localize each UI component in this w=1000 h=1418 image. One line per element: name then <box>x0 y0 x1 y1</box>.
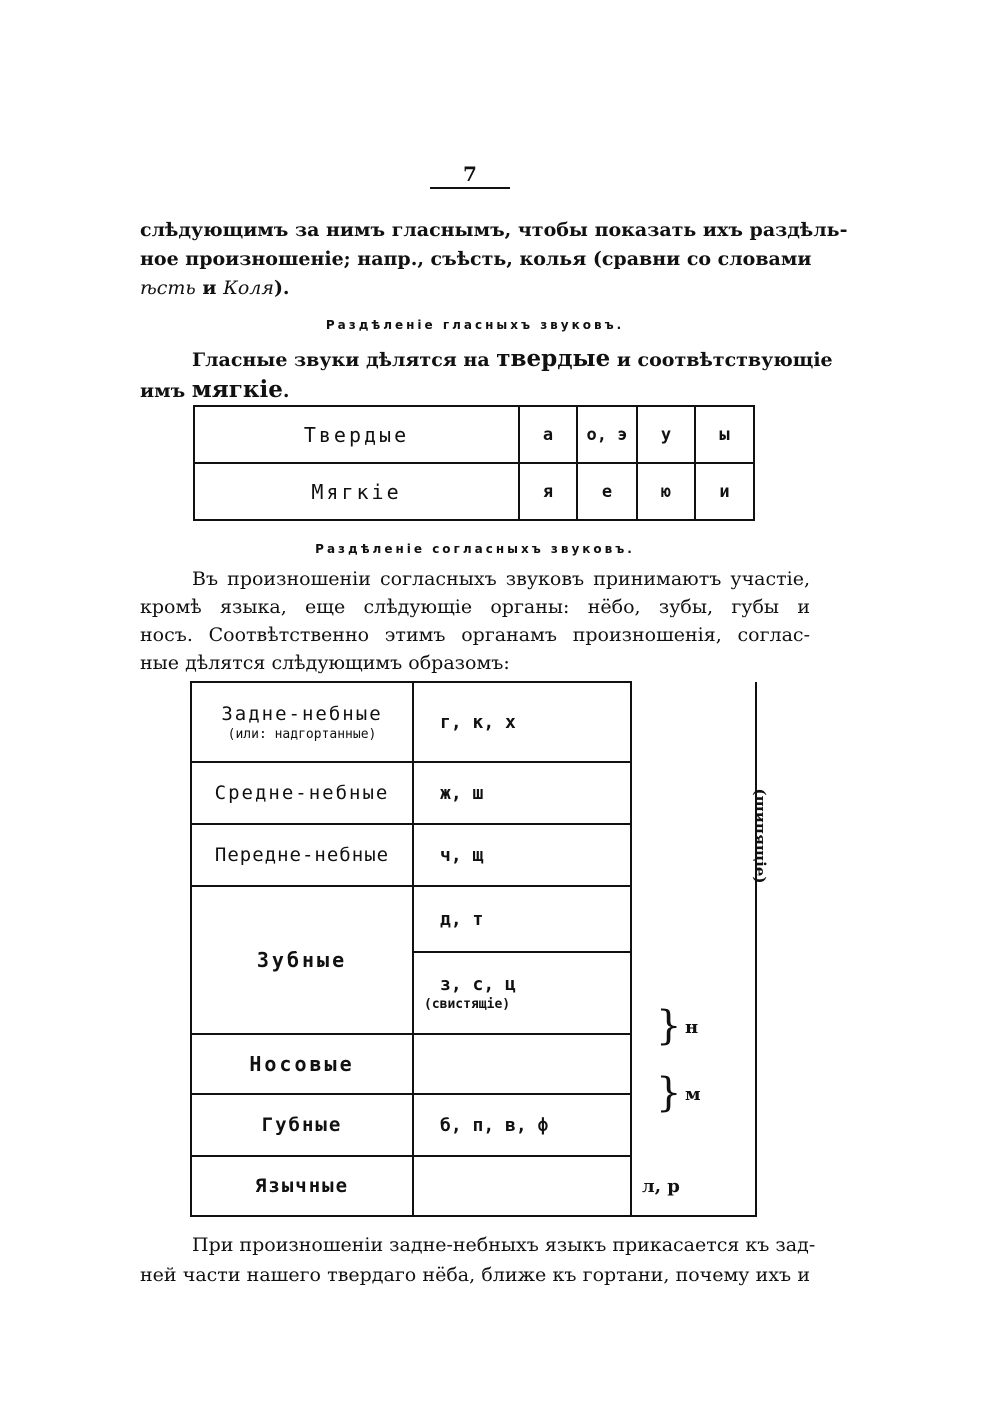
sibilant-text: (шипящіе) <box>751 788 769 884</box>
row-label-labial: Губные <box>191 1094 413 1156</box>
row-label-dental: Зубные <box>191 886 413 1034</box>
text-fragment: имъ <box>140 380 192 402</box>
letters-cell: б, п, в, ф <box>413 1094 631 1156</box>
brace-icon: } <box>656 1003 682 1049</box>
italic-word: ѣсть <box>140 277 196 299</box>
letters-cell: г, к, х <box>413 682 631 762</box>
text-fragment: ). <box>273 277 290 299</box>
letters-cell: д, т <box>413 886 631 952</box>
lingual-letters: л, р <box>642 1176 680 1197</box>
italic-word: Коля <box>223 277 274 299</box>
term-soft: мягкіе <box>191 376 283 403</box>
term-hard: твердые <box>496 345 611 372</box>
text-line: ные дѣлятся слѣдующимъ образомъ: <box>140 652 510 674</box>
text-fragment: Гласные звуки дѣлятся на <box>192 349 497 371</box>
paragraph-vowels <box>140 344 833 406</box>
letters-cell <box>413 1034 631 1094</box>
vowel-cell: ы <box>695 406 754 463</box>
vowels-table <box>193 405 755 521</box>
letters-cell: ч, щ <box>413 824 631 886</box>
paragraph-consonants <box>140 565 810 677</box>
label-m: м <box>685 1084 701 1105</box>
vowel-cell: у <box>637 406 695 463</box>
vowel-cell: и <box>695 463 754 520</box>
text-line: носъ. Соотвѣтственно этимъ органамъ произношенія, соглас- <box>140 624 810 646</box>
text-line: ное произношеніе; напр., съѣсть, колья (сравни со словами <box>140 248 812 270</box>
row-label-soft: Мягкіе <box>194 463 519 520</box>
vowel-cell: о, э <box>577 406 637 463</box>
row-label-nasal: Носовые <box>191 1034 413 1094</box>
table-row <box>194 463 754 520</box>
text-line: ней части нашего твердаго нёба, ближе къ гортани, почему ихъ и <box>140 1264 810 1286</box>
vowel-cell: е <box>577 463 637 520</box>
table-row <box>194 406 754 463</box>
text-line <box>140 344 833 375</box>
vowel-cell: а <box>519 406 577 463</box>
letters: з, с, ц <box>440 974 516 995</box>
row-label-front-palatal: Передне-небные <box>191 824 413 886</box>
paragraph-intro <box>140 216 848 303</box>
text-fragment: и <box>195 277 224 299</box>
table-row <box>191 682 756 762</box>
consonants-table <box>190 681 769 1215</box>
category-note: (или: надгортанные) <box>227 726 377 742</box>
text-line: слѣдующимъ за нимъ гласнымъ, чтобы показать ихъ раздѣль- <box>140 219 848 241</box>
heading-consonants: Раздѣленіе согласныхъ звуковъ. <box>315 542 635 556</box>
text-line: При произношеніи задне-небныхъ языкъ прикасается къ зад- <box>192 1234 816 1256</box>
row-label-back-palatal <box>191 682 413 762</box>
heading-vowels: Раздѣленіе гласныхъ звуковъ. <box>325 318 625 332</box>
text-fragment: и соотвѣтствующіе <box>610 349 833 371</box>
paragraph-closing <box>140 1230 816 1290</box>
letters-cell <box>413 1156 631 1216</box>
vowel-cell: я <box>519 463 577 520</box>
letters-cell <box>413 952 631 1034</box>
label-n: н <box>685 1017 699 1038</box>
row-label-hard: Твердые <box>194 406 519 463</box>
vowel-cell: ю <box>637 463 695 520</box>
brace-icon: } <box>656 1070 682 1116</box>
sibilant-label <box>745 781 775 891</box>
text-line: Въ произношеніи согласныхъ звуковъ принимаютъ участіе, <box>192 568 810 590</box>
row-label-mid-palatal: Средне-небные <box>191 762 413 824</box>
letters-cell: ж, ш <box>413 762 631 824</box>
right-column <box>631 682 756 1216</box>
row-label-lingual: Язычные <box>191 1156 413 1216</box>
text-fragment: . <box>282 380 290 402</box>
category-name: Задне-небные <box>221 702 383 725</box>
page-number: 7 <box>430 163 510 189</box>
text-line: кромѣ языка, еще слѣдующіе органы: нёбо, зубы, губы и <box>140 596 810 618</box>
letters-note: (свистящіе) <box>424 997 511 1012</box>
text-line <box>140 274 810 303</box>
text-line <box>140 375 810 406</box>
